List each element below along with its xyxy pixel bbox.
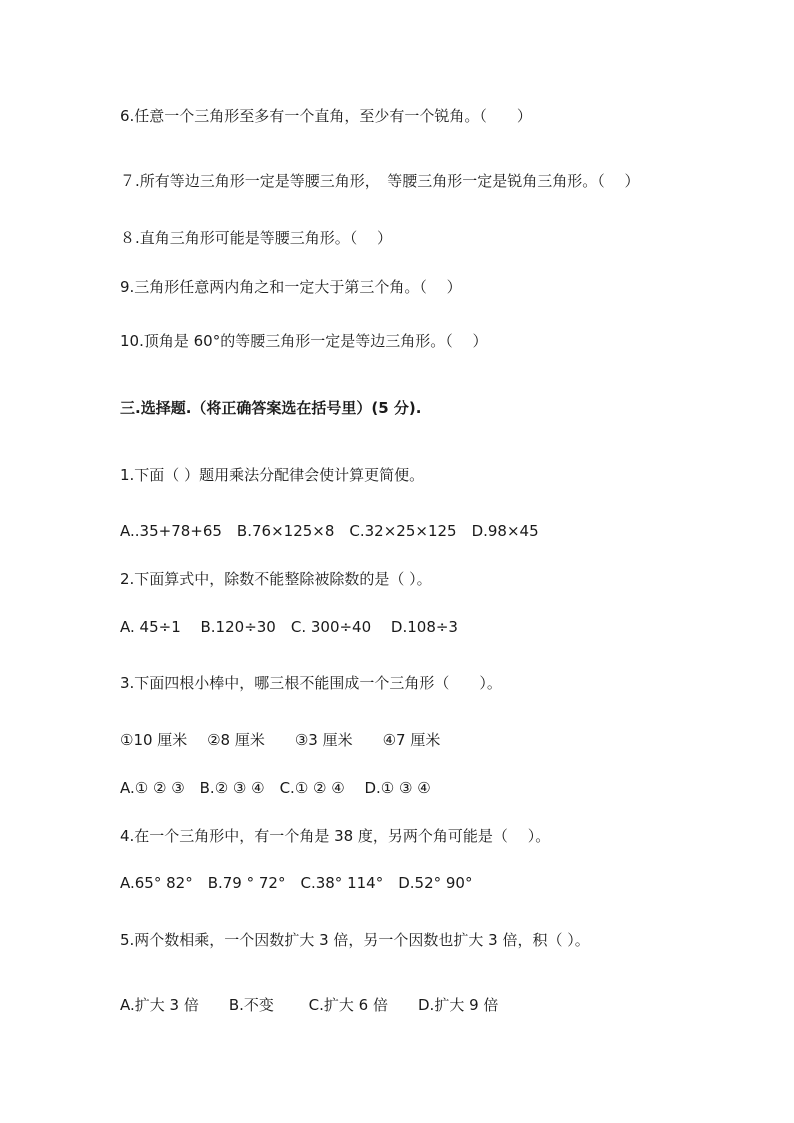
choice-question-3: 3.下面四根小棒中，哪三根不能围成一个三角形（ ）。 [120, 674, 502, 692]
choice-options-4: A.65° 82° B.79 ° 72° C.38° 114° D.52° 90° [120, 874, 473, 892]
judgement-item-9: 9.三角形任意两内角之和一定大于第三个角。（ ） [120, 278, 462, 296]
judgement-item-7: ７.所有等边三角形一定是等腰三角形， 等腰三角形一定是锐角三角形。（ ） [120, 172, 640, 190]
judgement-item-6: 6.任意一个三角形至多有一个直角，至少有一个锐角。（ ） [120, 107, 532, 125]
judgement-item-10: 10.顶角是 60°的等腰三角形一定是等边三角形。（ ） [120, 332, 488, 350]
choice-options-3: A.① ② ③ B.② ③ ④ C.① ② ④ D.① ③ ④ [120, 779, 431, 797]
choice-question-2: 2.下面算式中，除数不能整除被除数的是（ ）。 [120, 570, 432, 588]
choice-question-5: 5.两个数相乘，一个因数扩大 3 倍，另一个因数也扩大 3 倍，积（ ）。 [120, 931, 590, 949]
choice-options-5: A.扩大 3 倍 B.不变 C.扩大 6 倍 D.扩大 9 倍 [120, 996, 499, 1014]
stick-lengths: ①10 厘米 ②8 厘米 ③3 厘米 ④7 厘米 [120, 731, 441, 749]
choice-options-1: A..35+78+65 B.76×125×8 C.32×25×125 D.98×45 [120, 522, 539, 540]
choice-question-4: 4.在一个三角形中，有一个角是 38 度，另两个角可能是（ ）。 [120, 827, 551, 845]
choice-question-1: 1.下面（ ）题用乘法分配律会使计算更简便。 [120, 466, 425, 484]
judgement-item-8: ８.直角三角形可能是等腰三角形。（ ） [120, 229, 393, 247]
section-title: 三.选择题.（将正确答案选在括号里）(5 分). [120, 399, 422, 417]
choice-options-2: A. 45÷1 B.120÷30 C. 300÷40 D.108÷3 [120, 618, 458, 636]
